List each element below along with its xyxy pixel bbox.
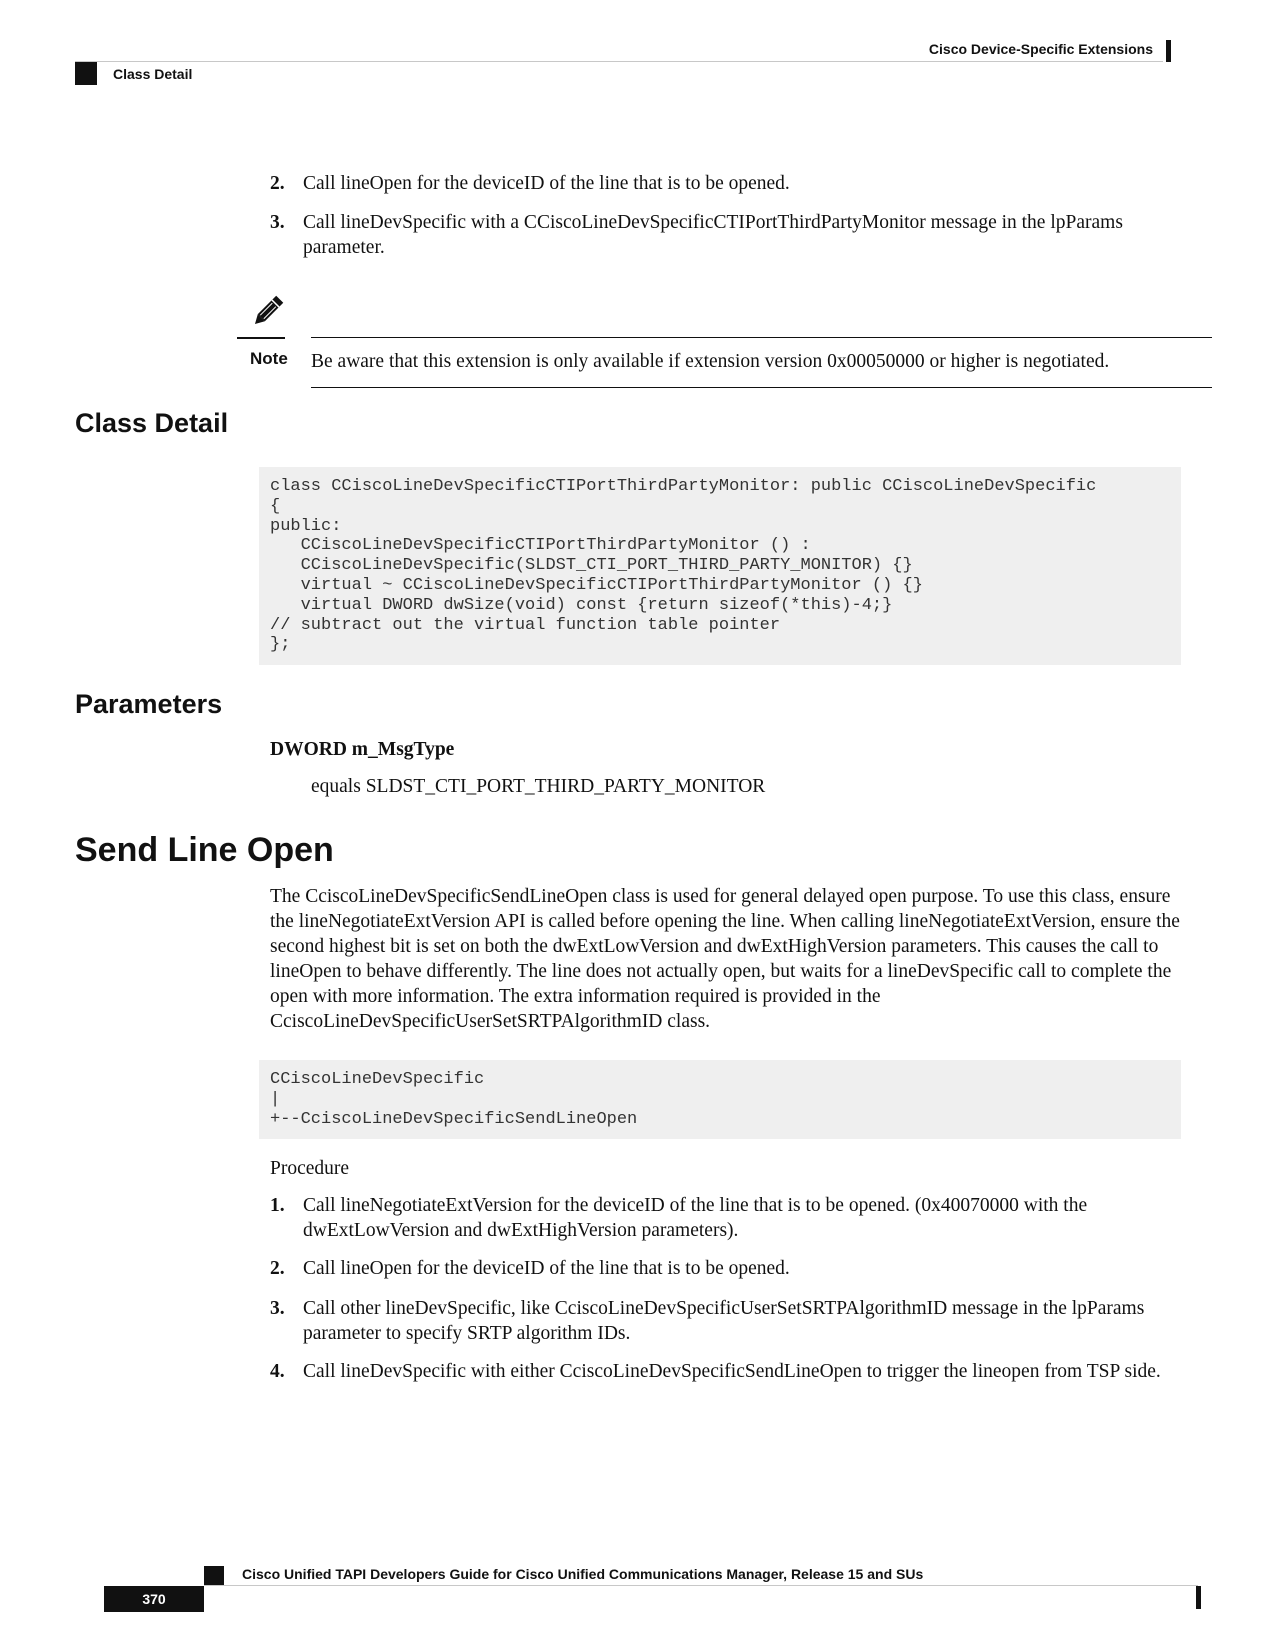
page-number: 370 — [104, 1586, 204, 1612]
running-header-chapter: Cisco Device-Specific Extensions — [928, 41, 1153, 57]
code-text: class CCiscoLineDevSpecificCTIPortThirdPartyMonitor: public CCiscoLineDevSpecific { public: CCiscoLineDevSpecificCTIPortThirdPartyMonitor () : CCiscoLineDevSpecific(SLDST_CTI_PORT_THIRD_PARTY_MONITOR) {} virtual ~ CCiscoLineDevSpecificCTIPortThirdPartyMonitor () {} virtual DWORD dwSize(void) const {return sizeof(*this)-4;} // subtract out the virtual function table pointer }; — [270, 477, 1097, 655]
step-number: 3. — [270, 212, 285, 233]
code-block-class-detail — [259, 467, 1181, 665]
note-rule-top — [311, 337, 1212, 338]
header-rule — [75, 61, 1163, 62]
list-item — [270, 171, 1180, 196]
code-text: CCiscoLineDevSpecific | +--CciscoLineDevSpecificSendLineOpen — [270, 1070, 638, 1129]
list-item — [270, 1296, 1180, 1346]
step-text: Call lineDevSpecific with either CciscoLineDevSpecificSendLineOpen to trigger the lineopen from TSP side. — [303, 1361, 1161, 1382]
header-block — [75, 62, 97, 85]
step-number: 1. — [270, 1195, 285, 1216]
parameter-description: equals SLDST_CTI_PORT_THIRD_PARTY_MONITOR — [311, 776, 766, 797]
step-number: 2. — [270, 173, 285, 194]
step-number: 4. — [270, 1361, 285, 1382]
footer-bar — [1196, 1586, 1201, 1609]
list-item — [270, 1256, 1180, 1281]
code-block-class-hierarchy — [259, 1060, 1181, 1139]
section-heading-parameters: Parameters — [75, 689, 223, 719]
note-rule-bottom — [311, 387, 1212, 388]
parameter-name: DWORD m_MsgType — [270, 739, 455, 760]
section-heading-send-line-open: Send Line Open — [75, 831, 334, 869]
step-number: 3. — [270, 1298, 285, 1319]
step-text: Call lineNegotiateExtVersion for the deviceID of the line that is to be opened. (0x40070000 with the dwExtLowVersion and dwExtHighVersion parameters). — [303, 1195, 1088, 1241]
list-item — [270, 210, 1180, 260]
step-text: Call other lineDevSpecific, like CciscoLineDevSpecificUserSetSRTPAlgorithmID message in the lpParams parameter to specify SRTP algorithm IDs. — [303, 1298, 1145, 1344]
note-label: Note — [250, 349, 288, 368]
procedure-label: Procedure — [270, 1158, 350, 1179]
step-text: Call lineDevSpecific with a CCiscoLineDevSpecificCTIPortThirdPartyMonitor message in the lpParams parameter. — [303, 212, 1123, 258]
section-heading-class-detail: Class Detail — [75, 408, 229, 438]
list-item — [270, 1193, 1180, 1243]
step-text: Call lineOpen for the deviceID of the line that is to be opened. — [303, 173, 790, 194]
footer-book-title: Cisco Unified TAPI Developers Guide for Cisco Unified Communications Manager, Release 15 and SUs — [242, 1566, 924, 1582]
step-text: Call lineOpen for the deviceID of the line that is to be opened. — [303, 1258, 790, 1279]
intro-paragraph: The CciscoLineDevSpecificSendLineOpen class is used for general delayed open purpose. To use this class, ensure the lineNegotiateExtVersion API is called before opening the line. When calling lineNegotiateExtVersion, ensure the second highest bit is set on both the dwExtLowVersion and dwExtHighVersion parameters. This causes the call to lineOpen to behave differently. The line does not actually open, but waits for a lineDevSpecific call to complete the open with more information. The extra information required is provided in the CciscoLineDevSpecificUserSetSRTPAlgorithmID class. — [270, 886, 1180, 1032]
footer-rule — [204, 1585, 1198, 1586]
footer-block — [204, 1566, 224, 1586]
pencil-icon — [247, 292, 287, 332]
step-number: 2. — [270, 1258, 285, 1279]
running-header-section: Class Detail — [113, 66, 193, 82]
header-bar — [1166, 40, 1171, 62]
note-icon-rule — [237, 337, 285, 339]
list-item — [270, 1359, 1180, 1384]
note-text: Be aware that this extension is only available if extension version 0x00050000 or higher is negotiated. — [311, 351, 1110, 372]
